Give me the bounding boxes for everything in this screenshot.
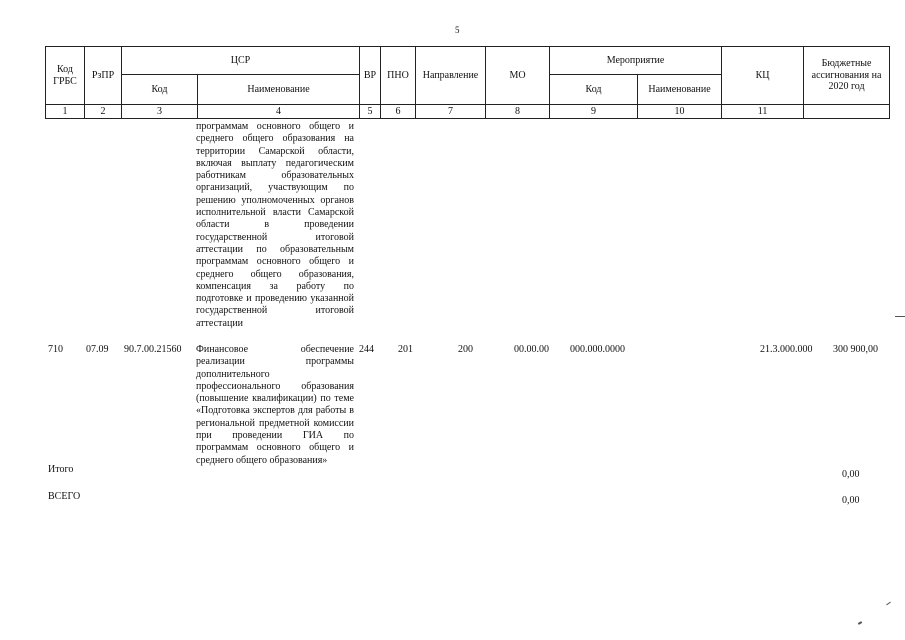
vsego-label: ВСЕГО [48, 491, 81, 502]
col-number: 8 [486, 105, 550, 119]
col-pno: ПНО [381, 47, 416, 105]
vsego-value: 0,00 [842, 495, 860, 506]
col-csr: ЦСР [122, 47, 360, 75]
col-number: 2 [85, 105, 122, 119]
col-number: 4 [198, 105, 360, 119]
row2-mo: 00.00.00 [514, 344, 549, 355]
col-number: 9 [550, 105, 638, 119]
col-number: 3 [122, 105, 198, 119]
col-number: 11 [722, 105, 804, 119]
row2-kc: 21.3.000.000 [760, 344, 813, 355]
row2-napravlenie: 200 [458, 344, 473, 355]
row2-amount: 300 900,00 [833, 344, 878, 355]
row1-description: программам основного общего и среднего общего образования на территории Самарской области, включая выплату педагогическим работникам образовательных организаций, участвующим по решению уполномоченных органов исполнительной власти Самарской области в проведении государственной итоговой аттестации по образовательным программам основного общего и среднего общего образования, компенсация за работу по подготовке и проведению указанной государственной итоговой аттестации [196, 121, 354, 329]
col-rzpr: РзПР [85, 47, 122, 105]
col-number [804, 105, 890, 119]
col-csr-kod: Код [122, 75, 198, 105]
row2-grbs: 710 [48, 344, 63, 355]
col-kod-grbs: Код ГРБС [46, 47, 85, 105]
budget-table-header [45, 46, 890, 119]
col-mer-name: Наименование [638, 75, 722, 105]
col-number: 1 [46, 105, 85, 119]
col-napr: Направление [416, 47, 486, 105]
row2-pno: 201 [398, 344, 413, 355]
col-kc: КЦ [722, 47, 804, 105]
col-mer-kod: Код [550, 75, 638, 105]
scan-mark [895, 316, 905, 317]
scan-mark [858, 621, 862, 625]
col-number: 10 [638, 105, 722, 119]
row2-csr-code: 90.7.00.21560 [124, 344, 182, 355]
col-csr-name: Наименование [198, 75, 360, 105]
col-number: 5 [360, 105, 381, 119]
col-number: 6 [381, 105, 416, 119]
col-number: 7 [416, 105, 486, 119]
itogo-value: 0,00 [842, 469, 860, 480]
page-number: 5 [455, 25, 460, 35]
row2-rzpr: 07.09 [86, 344, 109, 355]
row2-vr: 244 [359, 344, 374, 355]
scan-mark [886, 602, 891, 606]
row2-description: Финансовое обеспечение реализации программы дополнительного профессионального образования (повышение квалификации) по теме «Подготовка экспертов для работы в региональной предметной комиссии при проведении ГИА по программам основного общего и среднего общего образования» [196, 344, 354, 466]
col-meropriyatie: Мероприятие [550, 47, 722, 75]
row2-meropr-kod: 000.000.0000 [570, 344, 625, 355]
itogo-label: Итого [48, 464, 74, 475]
col-mo: МО [486, 47, 550, 105]
col-vr: ВР [360, 47, 381, 105]
col-budget: Бюджетные ассигнования на 2020 год [804, 47, 890, 105]
